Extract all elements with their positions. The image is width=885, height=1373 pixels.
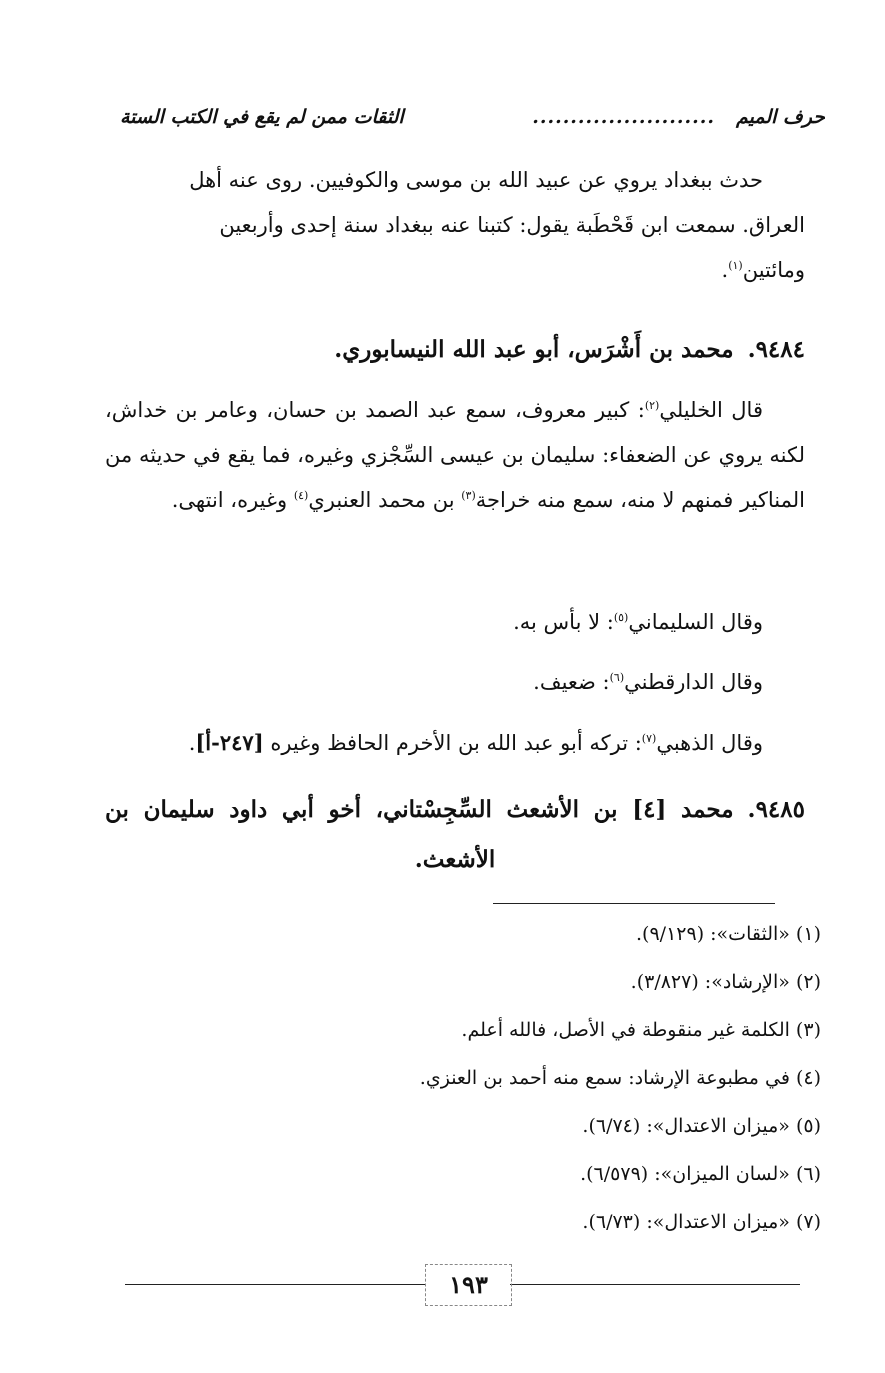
footnote-ref-1: (١) bbox=[728, 259, 743, 272]
footnote-ref-6: (٦) bbox=[609, 671, 625, 684]
header-book-title: الثقات ممن لم يقع في الكتب الستة bbox=[120, 106, 404, 128]
footnote-ref-5: (٥) bbox=[613, 611, 629, 624]
bottom-rule-right bbox=[510, 1284, 800, 1285]
footnote-2: (٢) «الإرشاد»: (٣/٨٢٧). bbox=[630, 971, 821, 993]
daraqutni-statement bbox=[105, 662, 805, 702]
entry-9485-number: ٩٤٨٥. bbox=[747, 796, 805, 823]
header-dots: ........................ bbox=[532, 106, 715, 128]
running-header bbox=[120, 106, 825, 136]
footnote-3: (٣) الكلمة غير منقوطة في الأصل، فالله أعلم. bbox=[461, 1019, 821, 1041]
s1-a: وقال السليماني bbox=[628, 610, 763, 634]
daraqutni-line bbox=[105, 662, 805, 702]
p1-part-d: وغيره، انتهى. bbox=[171, 488, 294, 512]
footnote-separator bbox=[493, 903, 775, 904]
entry-9484-text bbox=[105, 388, 805, 523]
footnote-ref-4: (٤) bbox=[293, 489, 309, 502]
s2-b: : ضعيف. bbox=[533, 670, 610, 694]
continuation-line-1: حدث ببغداد يروي عن عبيد الله بن موسى والكوفيين. روى عنه أهل bbox=[189, 168, 763, 192]
s3-end: . bbox=[188, 731, 196, 755]
s3-a: وقال الذهبي bbox=[656, 731, 763, 755]
footnotes bbox=[101, 910, 821, 1246]
s1-b: : لا بأس به. bbox=[513, 610, 614, 634]
continuation-line-3 bbox=[105, 248, 805, 293]
footnote-6: (٦) «لسان الميزان»: (٦/٥٧٩). bbox=[580, 1163, 821, 1185]
s3-b: : تركه أبو عبد الله بن الأخرم الحافظ وغيره bbox=[270, 731, 642, 755]
footnote-4: (٤) في مطبوعة الإرشاد: سمع منه أحمد بن العنزي. bbox=[419, 1067, 821, 1089]
continuation-line-3-text: ومائتين bbox=[742, 258, 805, 282]
entry-9484-heading bbox=[105, 325, 805, 375]
dhahabi-line bbox=[105, 723, 805, 763]
page-number: ١٩٣ bbox=[425, 1264, 512, 1306]
p1-part-c: بن محمد العنبري bbox=[308, 488, 462, 512]
entry-9485-heading bbox=[105, 785, 805, 885]
dhahabi-statement bbox=[105, 723, 805, 763]
footnote-ref-2: (٢) bbox=[644, 399, 660, 412]
header-chapter: حرف الميم bbox=[736, 106, 825, 128]
folio-marker: [٢٤٧-أ] bbox=[195, 730, 264, 755]
footnote-5: (٥) «ميزان الاعتدال»: (٦/٧٤). bbox=[582, 1115, 821, 1137]
s2-a: وقال الدارقطني bbox=[624, 670, 763, 694]
p1-part-b: : كبير معروف، سمع عبد الصمد بن حسان، وعامر بن خداش، لكنه يروي عن الضعفاء: سليمان بن عيسى السِّجْزي وغيره، فما يقع في حديثه من المناكير فمنهم لا منه، سمع منه خراجة bbox=[105, 398, 805, 512]
entry-9484-title: محمد بن أَشْرَس، أبو عبد الله النيسابوري. bbox=[334, 336, 734, 363]
footnote-1: (١) «الثقات»: (٩/١٢٩). bbox=[636, 923, 821, 945]
footnote-ref-7: (٧) bbox=[641, 732, 657, 745]
sulaymani-statement bbox=[105, 602, 805, 642]
entry-9484-number: ٩٤٨٤. bbox=[747, 336, 805, 363]
entry-9484-paragraph bbox=[105, 388, 805, 523]
footnote-ref-3: (٣) bbox=[461, 489, 476, 502]
bottom-rule-left bbox=[125, 1284, 425, 1285]
continuation-line-2: العراق. سمعت ابن قَحْطَبة يقول: كتبنا عنه ببغداد سنة إحدى وأربعين bbox=[219, 213, 805, 237]
footnote-7: (٧) «ميزان الاعتدال»: (٦/٧٣). bbox=[582, 1211, 821, 1233]
p1-part-a: قال الخليلي bbox=[659, 398, 763, 422]
continuation-paragraph bbox=[105, 158, 805, 293]
entry-9485-title: محمد [٤] بن الأشعث السِّجِسْتاني، أخو أبي داود سليمان بن الأشعث. bbox=[105, 796, 734, 873]
sulaymani-line bbox=[105, 602, 805, 642]
continuation-line-3-end: . bbox=[721, 258, 729, 282]
